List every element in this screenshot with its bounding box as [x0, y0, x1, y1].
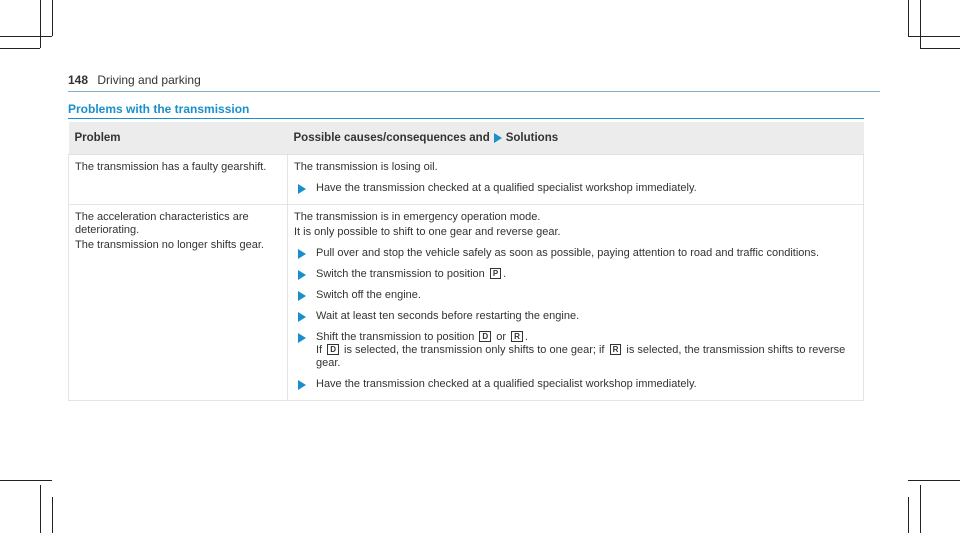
section-name: Driving and parking — [97, 73, 201, 87]
cause-text: It is only possible to shift to one gear and reverse gear. — [294, 226, 561, 238]
table-row — [69, 205, 864, 401]
crop-mark — [0, 36, 52, 37]
problem-text: The transmission has a faulty gearshift. — [75, 161, 267, 173]
crop-mark — [40, 485, 41, 533]
title-rule — [68, 118, 864, 119]
solution-step — [294, 247, 857, 260]
arrow-right-icon — [298, 333, 306, 343]
problem-column-header: Problem — [69, 122, 288, 155]
arrow-right-icon — [298, 249, 306, 259]
crop-mark — [52, 0, 53, 36]
arrow-right-icon — [494, 133, 502, 143]
solutions-header-label: Solutions — [505, 132, 559, 144]
solutions-column-header — [288, 122, 864, 155]
crop-mark — [0, 480, 52, 481]
gear-p-key: P — [490, 268, 501, 279]
gear-r-key: R — [610, 344, 622, 355]
crop-mark — [920, 0, 921, 48]
arrow-right-icon — [298, 291, 306, 301]
gear-d-key: D — [327, 344, 339, 355]
gear-d-key: D — [479, 331, 491, 342]
problem-text: The transmission no longer shifts gear. — [75, 239, 264, 251]
step-text: Have the transmission checked at a qualified specialist workshop immediately. — [316, 182, 697, 194]
cause-text: The transmission is in emergency operation mode. — [294, 211, 541, 223]
solution-step — [294, 310, 857, 323]
step-text: Pull over and stop the vehicle safely as soon as possible, paying attention to road and traffic conditions. — [316, 247, 820, 259]
crop-mark — [908, 480, 960, 481]
solution-cell — [288, 205, 864, 401]
step-text: Switch off the engine. — [316, 289, 421, 301]
if-text: If — [316, 344, 323, 356]
problem-cell — [69, 205, 288, 401]
crop-mark — [40, 0, 41, 48]
crop-mark — [52, 497, 53, 533]
page-number: 148 — [68, 73, 89, 87]
problem-cell — [69, 155, 288, 205]
problems-table — [68, 122, 864, 401]
arrow-right-icon — [298, 184, 306, 194]
running-header — [68, 73, 201, 87]
table-header-row — [69, 122, 864, 155]
crop-mark — [0, 48, 40, 49]
solution-step — [294, 378, 857, 391]
gear-r-key: R — [511, 331, 523, 342]
arrow-right-icon — [298, 380, 306, 390]
problem-text: The acceleration characteristics are deteriorating. — [75, 211, 249, 236]
solution-step: Switch the transmission to position P . — [294, 268, 857, 281]
solution-step — [294, 182, 857, 195]
solution-cell — [288, 155, 864, 205]
arrow-right-icon — [298, 270, 306, 280]
or-text: or — [496, 331, 507, 343]
step-text: Switch the transmission to position — [316, 268, 485, 280]
crop-mark — [908, 0, 909, 36]
cause-text: The transmission is losing oil. — [294, 161, 438, 173]
crop-mark — [920, 485, 921, 533]
arrow-right-icon — [298, 312, 306, 322]
step-text: Wait at least ten seconds before restarting the engine. — [316, 310, 580, 322]
header-rule — [68, 91, 880, 92]
step-text: Have the transmission checked at a qualified specialist workshop immediately. — [316, 378, 697, 390]
table-row — [69, 155, 864, 205]
crop-mark — [908, 497, 909, 533]
step-text: is selected, the transmission only shifts to one gear; if — [344, 344, 605, 356]
step-text: is selected, the transmission shifts to reverse gear. — [316, 344, 846, 369]
causes-header-label: Possible causes/consequences and — [293, 132, 490, 144]
crop-mark — [920, 48, 960, 49]
solution-step — [294, 289, 857, 302]
crop-mark — [908, 36, 960, 37]
solution-step: Shift the transmission to position D or R . If D is selected, the transmission only shifts to one gear; if R is selected, the transmission shifts to reverse gear. — [294, 331, 857, 370]
section-title: Problems with the transmission — [68, 102, 250, 116]
step-text: Shift the transmission to position — [316, 331, 475, 343]
